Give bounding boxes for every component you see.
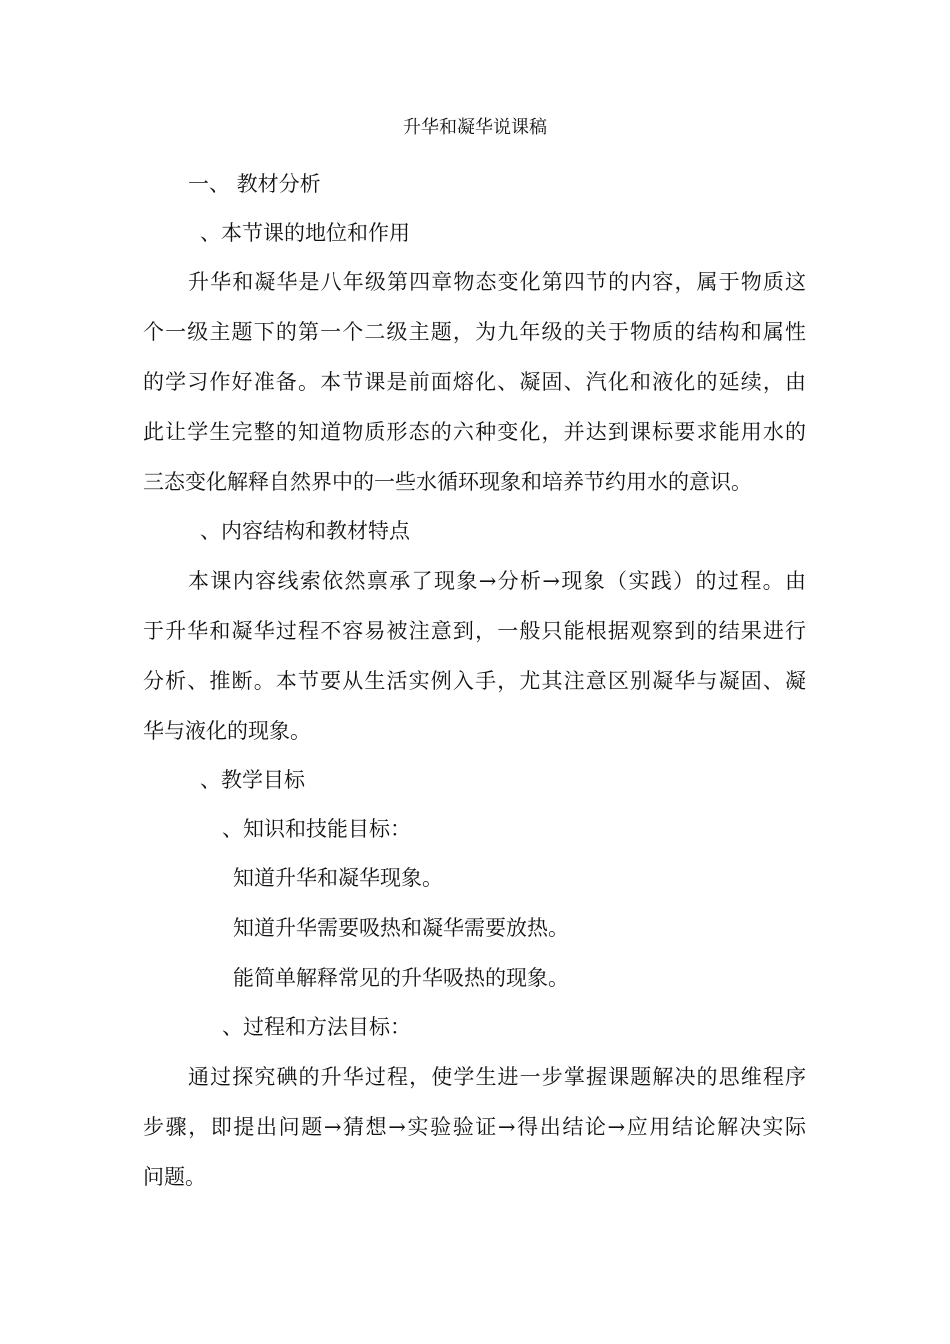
subheading-content-structure: 、内容结构和教材特点 (200, 519, 410, 543)
subheading-teaching-goals: 、教学目标 (200, 768, 305, 792)
list-item: 知道升华和凝华现象。 (233, 866, 443, 890)
paragraph-line: 此让学生完整的知道物质形态的六种变化，并达到课标要求能用水的 (143, 420, 806, 444)
subheading-process-goals: 、过程和方法目标： (222, 1015, 411, 1039)
subheading-role-of-lesson: 、本节课的地位和作用 (200, 221, 410, 245)
paragraph-line: 问题。 (143, 1165, 206, 1189)
subheading-knowledge-goals: 、知识和技能目标： (222, 817, 411, 841)
document-title: 升华和凝华说课稿 (403, 117, 547, 138)
paragraph-line: 于升华和凝华过程不容易被注意到，一般只能根据观察到的结果进行 (143, 619, 806, 643)
paragraph-line: 个一级主题下的第一个二级主题，为九年级的关于物质的结构和属性 (143, 320, 806, 344)
paragraph-line: 步骤，即提出问题→猜想→实验验证→得出结论→应用结论解决实际 (143, 1115, 806, 1139)
paragraph-line: 华与液化的现象。 (143, 719, 311, 743)
paragraph-line: 的学习作好准备。本节课是前面熔化、凝固、汽化和液化的延续，由 (143, 370, 806, 394)
list-item: 知道升华需要吸热和凝华需要放热。 (233, 916, 569, 940)
list-item: 能简单解释常见的升华吸热的现象。 (233, 966, 569, 990)
section-heading-textbook-analysis: 一、 教材分析 (188, 172, 321, 196)
paragraph-line: 分析、推断。本节要从生活实例入手，尤其注意区别凝华与凝固、凝 (143, 669, 806, 693)
paragraph-line: 本课内容线索依然禀承了现象→分析→现象（实践）的过程。由 (188, 569, 806, 593)
paragraph-line: 三态变化解释自然界中的一些水循环现象和培养节约用水的意识。 (143, 470, 752, 494)
paragraph-line: 升华和凝华是八年级第四章物态变化第四节的内容，属于物质这 (188, 270, 806, 294)
paragraph-line: 通过探究碘的升华过程，使学生进一步掌握课题解决的思维程序 (188, 1065, 806, 1089)
